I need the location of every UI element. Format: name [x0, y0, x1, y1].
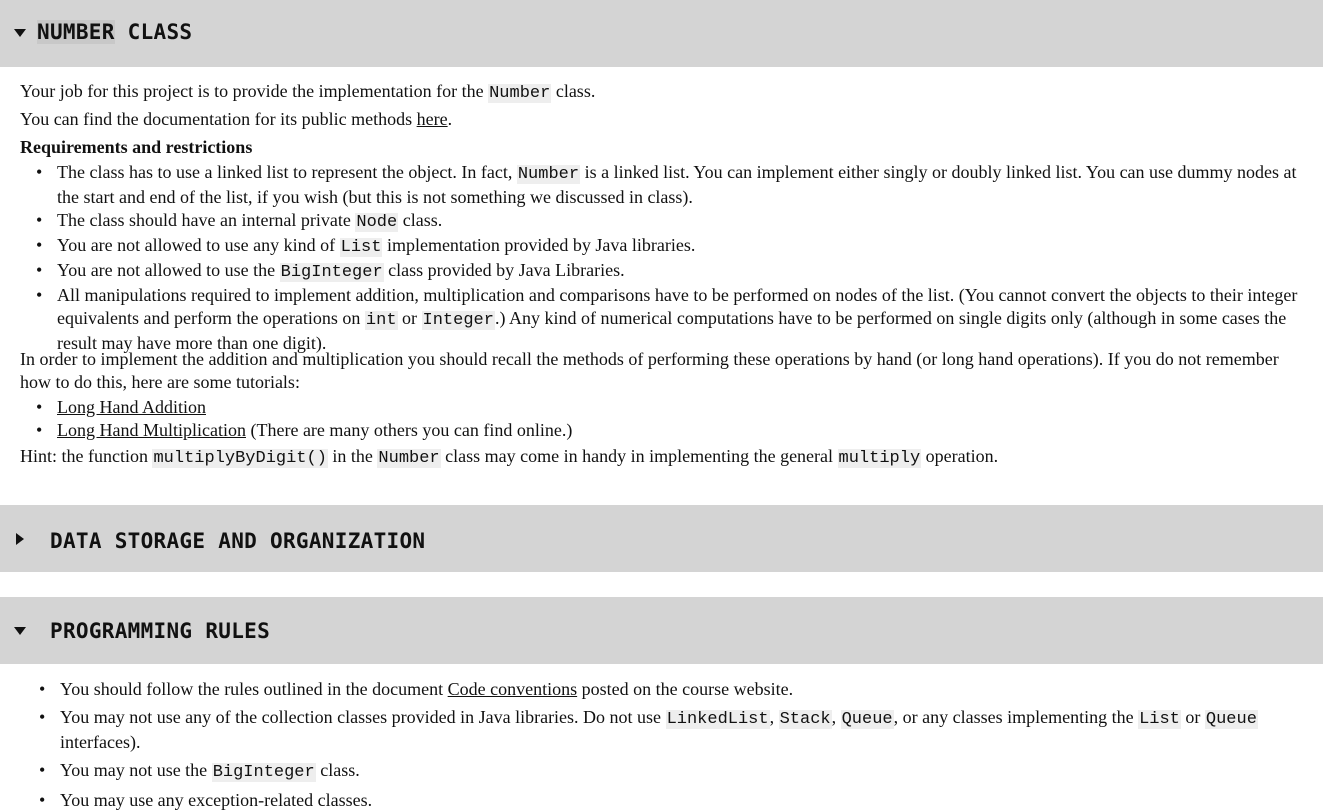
section-title	[37, 18, 192, 46]
code-snippet: Number	[517, 165, 580, 184]
text-fragment: You can find the documentation for its public methods	[20, 109, 417, 129]
section-header-programming-rules[interactable]	[0, 597, 1323, 664]
code-snippet: List	[1139, 710, 1180, 729]
list-item	[39, 678, 1305, 701]
text-fragment: interfaces).	[60, 732, 141, 752]
tutorials-list	[36, 396, 1307, 442]
section-header-number-class[interactable]	[0, 0, 1323, 67]
bullet-icon: •	[36, 210, 43, 230]
text-fragment: (There are many others you can find online.)	[245, 420, 573, 440]
list-item	[36, 259, 1307, 284]
code-conventions-link[interactable]: Code conventions	[447, 679, 578, 699]
requirements-heading	[20, 136, 252, 159]
bullet-icon: •	[39, 790, 46, 810]
requirements-list	[36, 161, 1307, 355]
list-item	[39, 789, 1305, 812]
text-fragment: In order to implement the addition and multiplication you should recall the methods of performing these operations by hand (or long hand operations). If you do not remember how to do this, here are some tutorials:	[20, 349, 1279, 392]
bullet-icon: •	[39, 679, 46, 699]
list-item	[36, 419, 1307, 442]
section-title: DATA STORAGE AND ORGANIZATION	[50, 529, 426, 553]
code-number: Number	[489, 84, 551, 103]
text-fragment: implementation provided by Java libraries.	[382, 235, 696, 255]
bullet-icon: •	[36, 260, 43, 280]
list-item	[36, 161, 1307, 209]
docs-paragraph	[20, 108, 452, 131]
text-fragment: You may not use any of the collection classes provided in Java libraries. Do not use	[60, 707, 666, 727]
code-snippet: LinkedList	[666, 710, 769, 729]
triangle-down-icon	[14, 29, 26, 37]
text-fragment: CLASS	[127, 20, 193, 44]
text-fragment: You are not allowed to use any kind of	[57, 235, 340, 255]
text-fragment: .) Any kind of numerical computations have to be performed on single digits only (although in some cases the result may have more than one digit).	[57, 308, 1287, 353]
long-hand-multiplication-link[interactable]: Long Hand Multiplication	[57, 420, 246, 440]
rules-list	[39, 678, 1305, 812]
code-snippet: Integer	[422, 311, 494, 330]
text-fragment: You should follow the rules outlined in the document	[60, 679, 448, 699]
bullet-icon: •	[36, 397, 43, 417]
hint-paragraph	[20, 445, 998, 470]
text-fragment: in the	[327, 446, 378, 466]
docs-link[interactable]: here	[416, 109, 448, 129]
bullet-icon: •	[39, 760, 46, 780]
code-snippet: multiplyByDigit()	[153, 449, 327, 468]
text-fragment: .	[447, 109, 453, 129]
text-fragment: or	[397, 308, 422, 328]
text-fragment: You may not use the	[60, 760, 212, 780]
text-fragment: is a linked list. You can implement either singly or doubly linked list. You can use dummy nodes at the start and end of the list, if you wish (but this is not something we discussed in class).	[57, 162, 1297, 207]
code-snippet: Stack	[779, 710, 831, 729]
text-fragment: or	[1180, 707, 1205, 727]
text-fragment: class.	[551, 81, 596, 101]
text-fragment: Hint: the function	[20, 446, 153, 466]
code-snippet: Queue	[1205, 710, 1257, 729]
text-fragment: class may come in handy in implementing the general	[440, 446, 838, 466]
text-fragment: NUMBER	[37, 20, 115, 44]
text-fragment: operation.	[921, 446, 999, 466]
text-fragment: posted on the course website.	[577, 679, 794, 699]
intro-paragraph	[20, 80, 595, 105]
text-fragment: , or any classes implementing the	[893, 707, 1139, 727]
bullet-icon: •	[36, 285, 43, 305]
section-header-data-storage[interactable]	[0, 505, 1323, 572]
text-fragment: The class should have an internal private	[57, 210, 356, 230]
text-fragment: class.	[398, 210, 443, 230]
bullet-icon: •	[39, 707, 46, 727]
text-fragment: All manipulations required to implement addition, multiplication and comparisons have to be performed on nodes of the list. (You cannot convert the objects to their integer equivalents and perform the operations on	[57, 285, 1298, 328]
list-item	[39, 759, 1305, 784]
long-hand-addition-link[interactable]: Long Hand Addition	[57, 397, 206, 417]
triangle-right-icon	[16, 533, 24, 545]
list-item	[36, 396, 1307, 419]
list-item	[36, 234, 1307, 259]
text-fragment: Requirements and restrictions	[20, 137, 253, 157]
code-snippet: Node	[356, 213, 398, 232]
text-fragment: The class has to use a linked list to represent the object. In fact,	[57, 162, 517, 182]
text-fragment: ,	[769, 707, 779, 727]
text-fragment: class provided by Java Libraries.	[383, 260, 625, 280]
text-fragment: You may use any exception-related classes.	[60, 790, 373, 810]
code-snippet: multiply	[838, 449, 921, 468]
bullet-icon: •	[36, 420, 43, 440]
section-title: PROGRAMMING RULES	[50, 619, 271, 643]
code-snippet: BigInteger	[212, 763, 315, 782]
code-snippet: BigInteger	[280, 263, 383, 282]
code-snippet: Queue	[841, 710, 893, 729]
triangle-down-icon	[14, 627, 26, 635]
bullet-icon: •	[36, 162, 43, 182]
list-item	[39, 706, 1305, 754]
order-paragraph	[20, 348, 1310, 394]
code-snippet: int	[365, 311, 397, 330]
list-item	[36, 284, 1307, 355]
code-snippet: List	[340, 238, 382, 257]
list-item	[36, 209, 1307, 234]
text-fragment: ,	[831, 707, 841, 727]
text-fragment: You are not allowed to use the	[57, 260, 280, 280]
code-snippet: Number	[378, 449, 440, 468]
bullet-icon: •	[36, 235, 43, 255]
text-fragment: class.	[315, 760, 360, 780]
text-fragment: Your job for this project is to provide the implementation for the	[20, 81, 489, 101]
